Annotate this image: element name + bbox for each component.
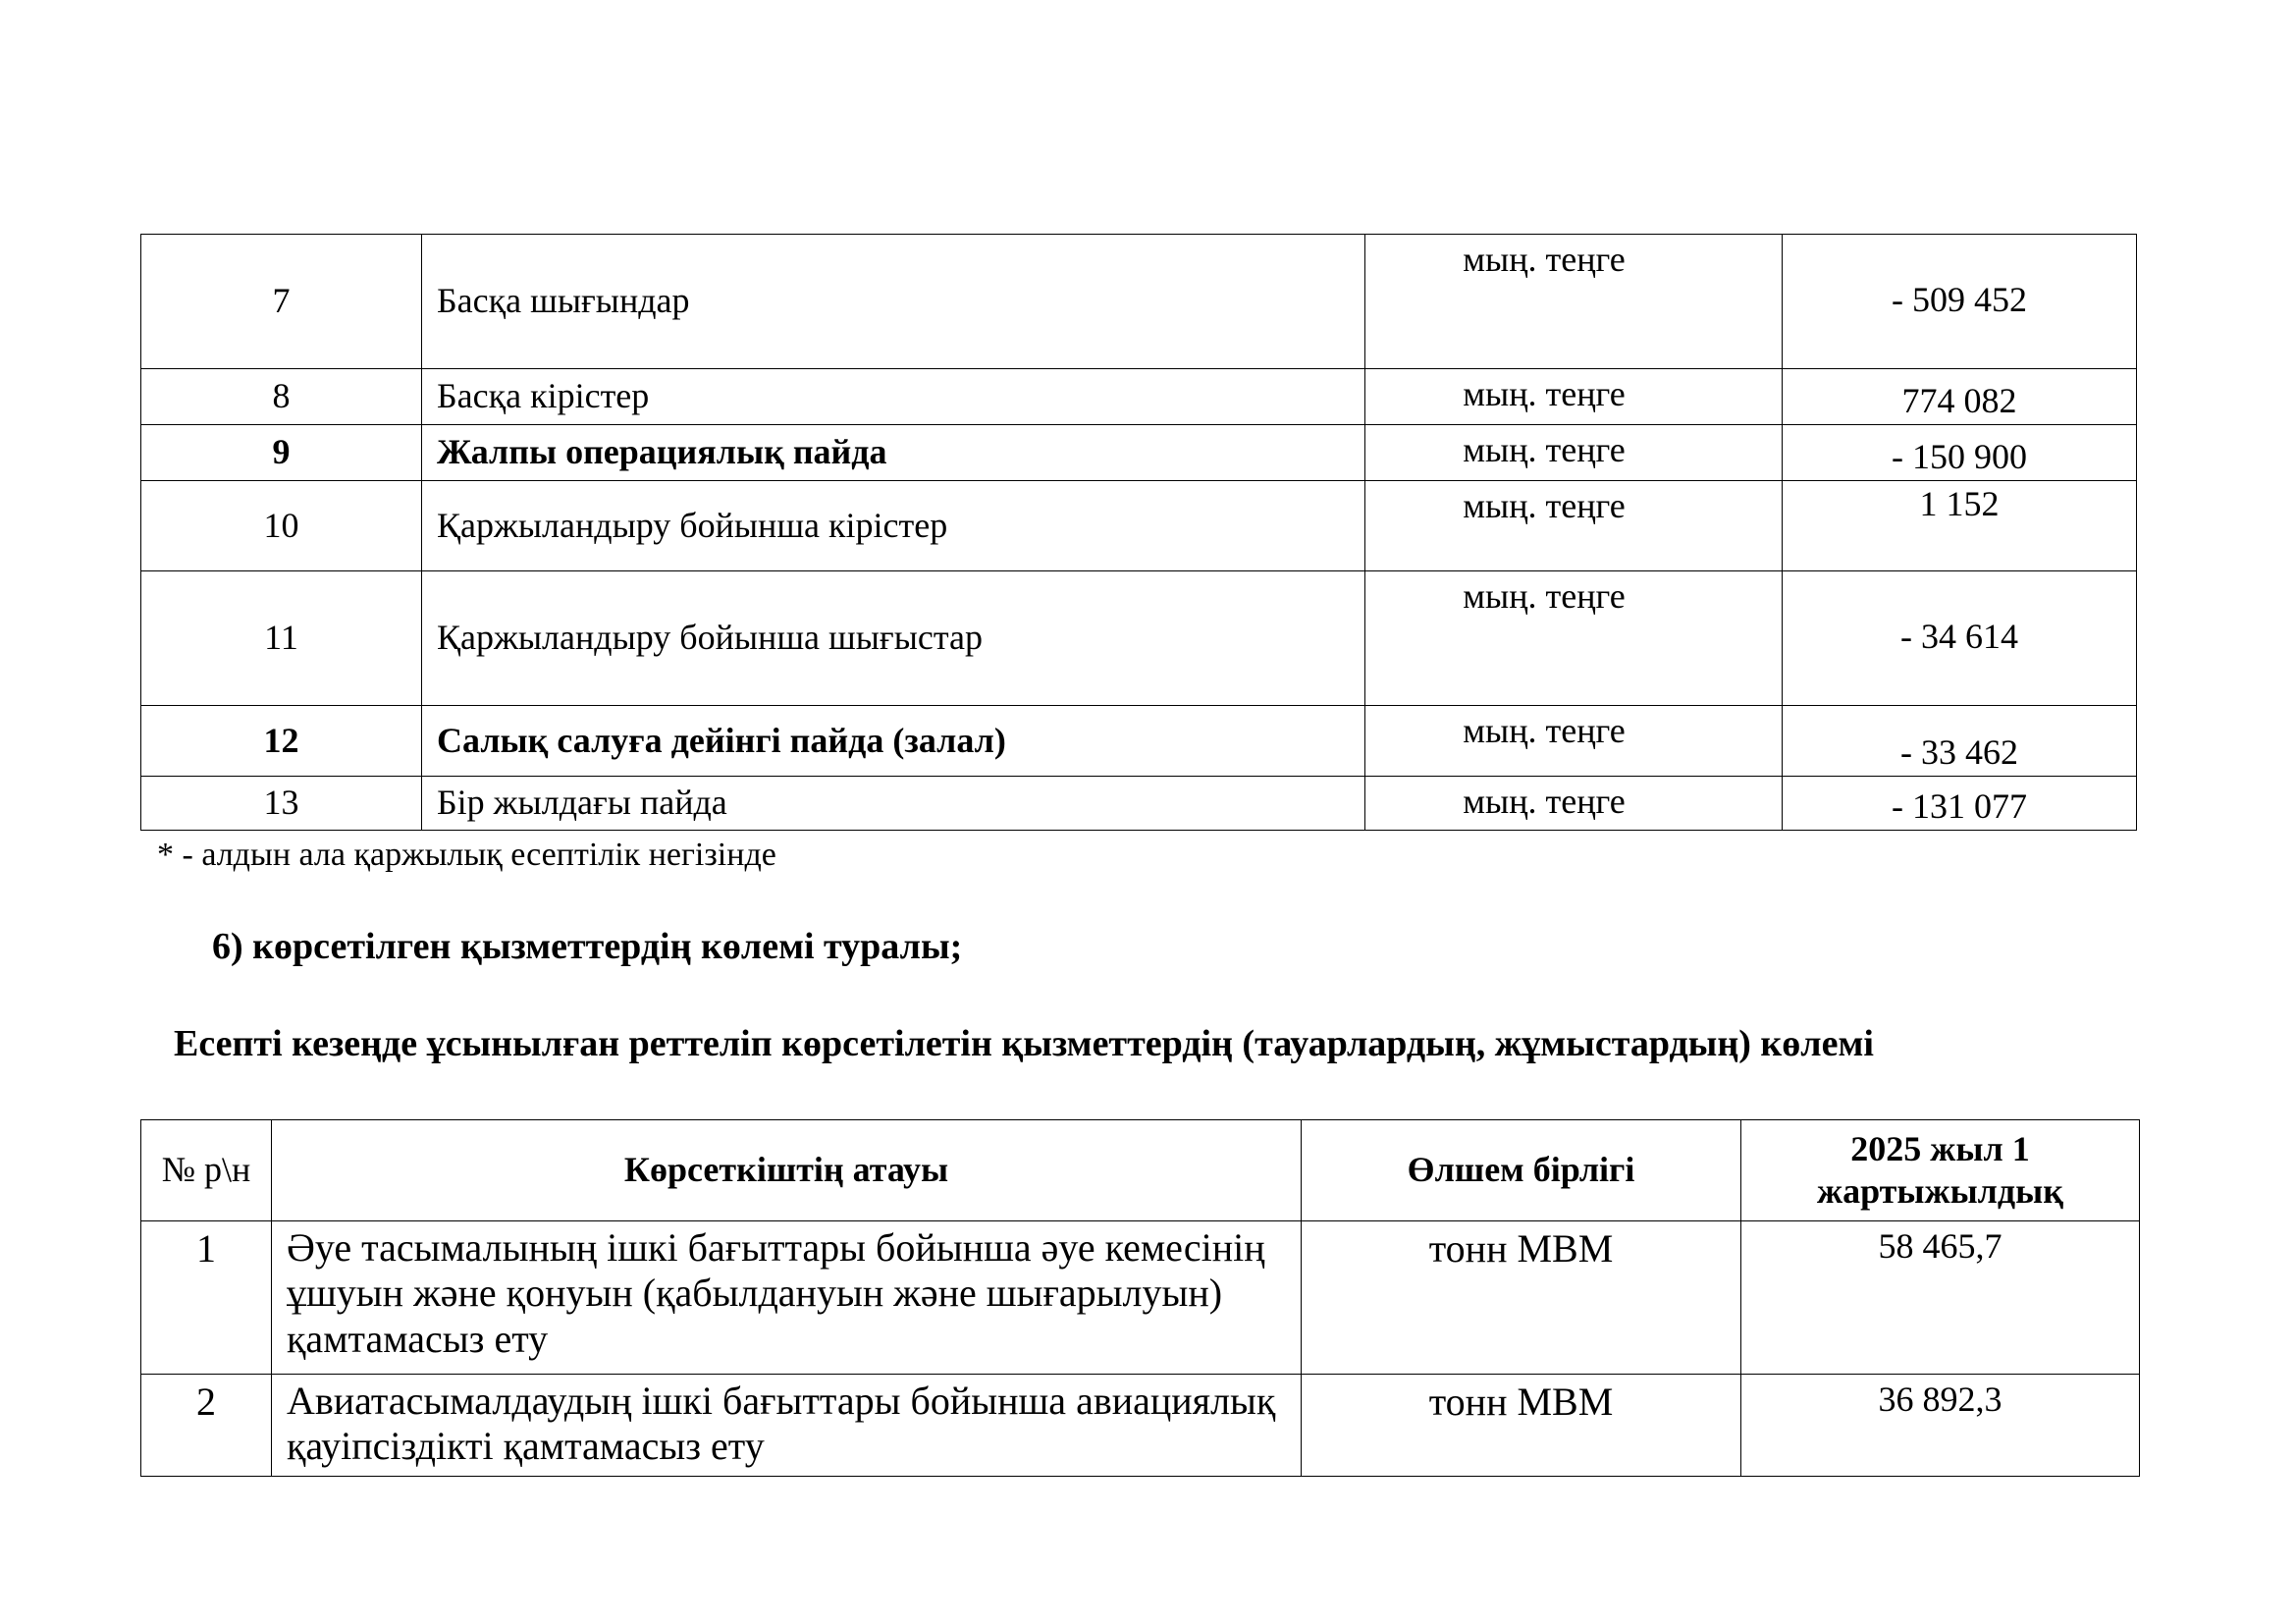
table-row: [141, 1375, 2140, 1477]
table-title: Есепті кезеңде ұсынылған реттеліп көрсетілетін қызметтердің (тауарлардың, жұмыстардың) көлемі: [174, 1023, 1874, 1064]
row-unit: мың. теңге: [1365, 481, 1783, 571]
table-row: [141, 571, 2137, 706]
table-row: [141, 1221, 2140, 1375]
row-number: 9: [141, 425, 422, 481]
row-name: Қаржыландыру бойынша кірістер: [422, 481, 1365, 571]
table-row: [141, 425, 2137, 481]
row-value: 774 082: [1783, 369, 2137, 425]
row-name: Авиатасымалдаудың ішкі бағыттары бойынша авиациялық қауіпсіздікті қамтамасыз ету: [272, 1375, 1302, 1477]
row-value: 36 892,3: [1741, 1375, 2140, 1477]
row-number: 13: [141, 777, 422, 831]
financial-table: [140, 234, 2137, 831]
row-name: Басқа кірістер: [422, 369, 1365, 425]
table-row: [141, 481, 2137, 571]
header-unit: Өлшем бірлігі: [1302, 1120, 1741, 1221]
row-value: - 509 452: [1783, 235, 2137, 369]
row-unit: мың. теңге: [1365, 369, 1783, 425]
table-row: [141, 777, 2137, 831]
row-unit: мың. теңге: [1365, 777, 1783, 831]
section-heading: 6) көрсетілген қызметтердің көлемі туралы;: [212, 926, 963, 967]
row-value: - 131 077: [1783, 777, 2137, 831]
table-row: [141, 235, 2137, 369]
row-name: Басқа шығындар: [422, 235, 1365, 369]
row-number: 11: [141, 571, 422, 706]
row-value: - 33 462: [1783, 706, 2137, 777]
row-name: Бір жылдағы пайда: [422, 777, 1365, 831]
row-name: Салық салуға дейінгі пайда (залал): [422, 706, 1365, 777]
row-number: 2: [141, 1375, 272, 1477]
row-unit: тонн МВМ: [1302, 1375, 1741, 1477]
footnote: * - алдын ала қаржылық есептілік негізінде: [157, 837, 776, 873]
row-name: Қаржыландыру бойынша шығыстар: [422, 571, 1365, 706]
row-unit: мың. теңге: [1365, 571, 1783, 706]
row-unit: тонн МВМ: [1302, 1221, 1741, 1375]
row-value: 1 152: [1783, 481, 2137, 571]
row-number: 10: [141, 481, 422, 571]
header-period: 2025 жыл 1 жартыжылдық: [1741, 1120, 2140, 1221]
row-value: 58 465,7: [1741, 1221, 2140, 1375]
row-name: Әуе тасымалының ішкі бағыттары бойынша әуе кемесінің ұшуын және қонуын (қабылдануын және шығарылуын) қамтамасыз ету: [272, 1221, 1302, 1375]
row-number: 12: [141, 706, 422, 777]
row-unit: мың. теңге: [1365, 706, 1783, 777]
row-number: 8: [141, 369, 422, 425]
table-row: [141, 706, 2137, 777]
header-number: № р\н: [141, 1120, 272, 1221]
row-value: - 150 900: [1783, 425, 2137, 481]
row-unit: мың. теңге: [1365, 235, 1783, 369]
header-name: Көрсеткіштің атауы: [272, 1120, 1302, 1221]
row-unit: мың. теңге: [1365, 425, 1783, 481]
volume-table: [140, 1119, 2140, 1477]
row-number: 7: [141, 235, 422, 369]
table-row: [141, 369, 2137, 425]
row-number: 1: [141, 1221, 272, 1375]
row-name: Жалпы операциялық пайда: [422, 425, 1365, 481]
row-value: - 34 614: [1783, 571, 2137, 706]
table-header-row: [141, 1120, 2140, 1221]
